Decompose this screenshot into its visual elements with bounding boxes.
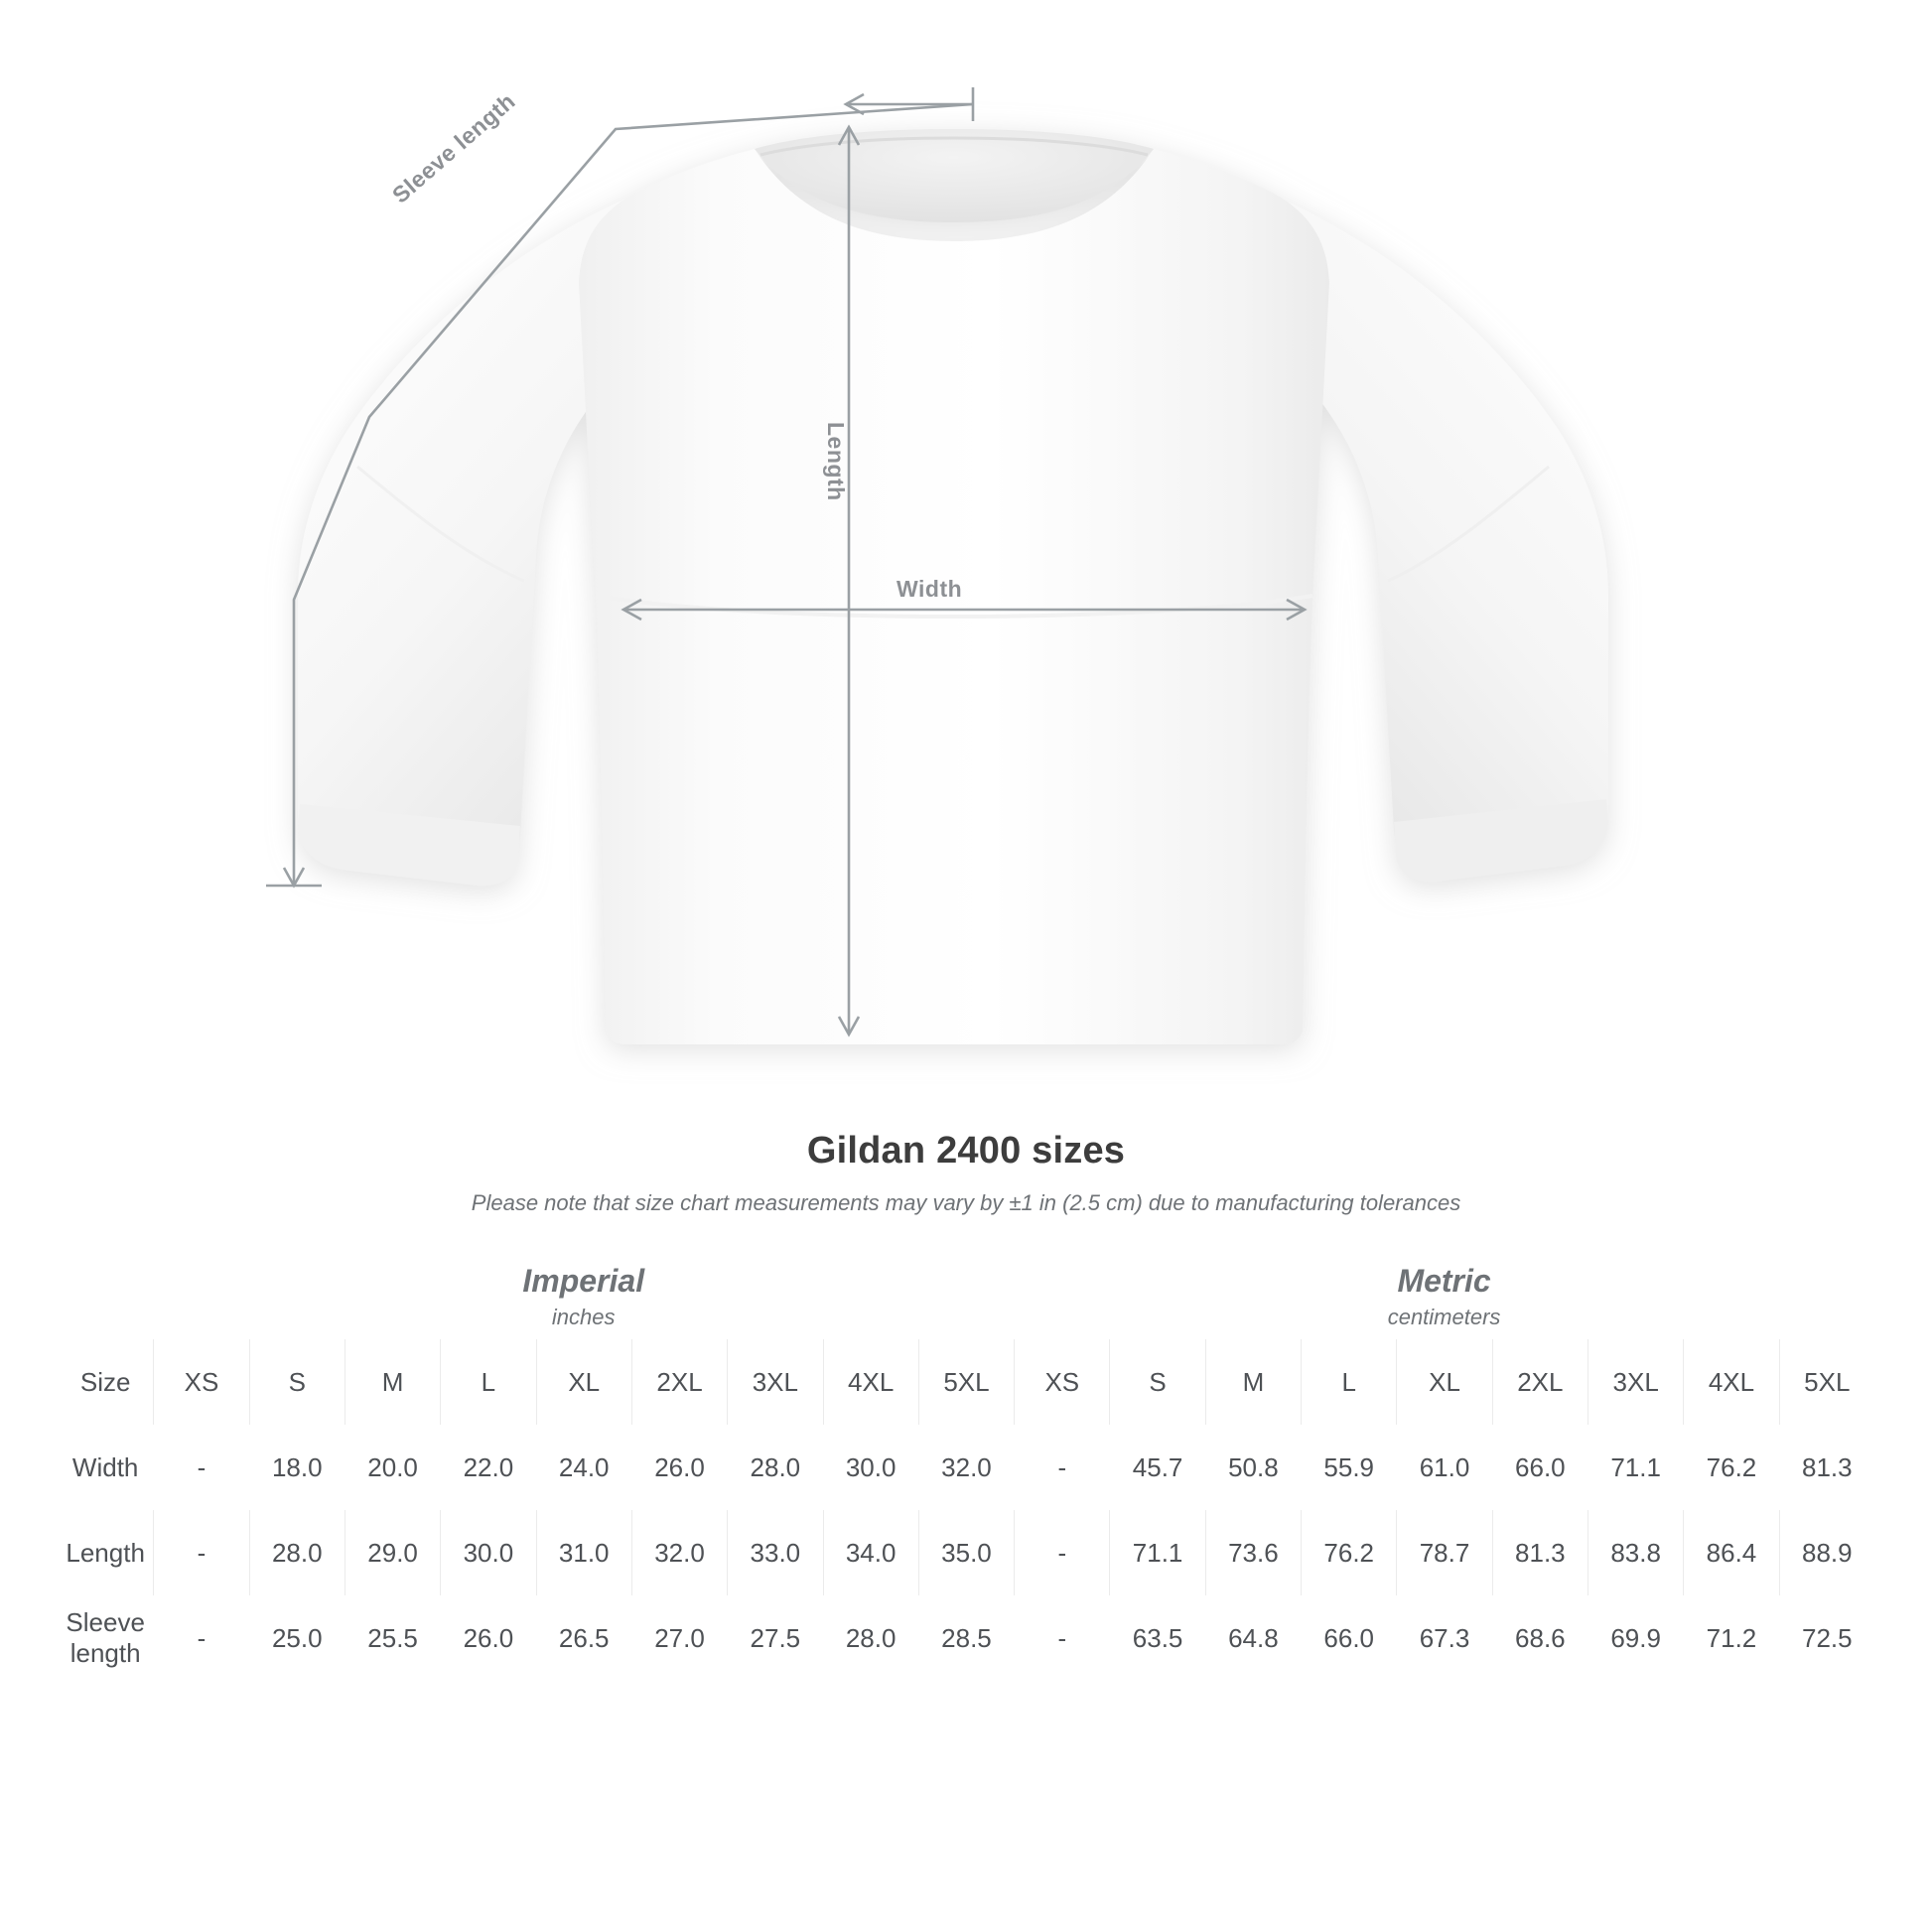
size-col-imperial-l: L: [440, 1339, 535, 1425]
sleeve-imperial-xs: -: [153, 1595, 248, 1681]
size-col-metric-5xl: 5XL: [1779, 1339, 1874, 1425]
size-chart-table: [58, 1254, 1874, 1681]
width-imperial-xs: -: [153, 1425, 248, 1510]
size-col-imperial-5xl: 5XL: [918, 1339, 1014, 1425]
length-metric-m: 73.6: [1205, 1510, 1301, 1595]
length-imperial-5xl: 35.0: [918, 1510, 1014, 1595]
sleeve-length-dimension-label: Sleeve length: [387, 87, 520, 208]
width-imperial-l: 22.0: [440, 1425, 535, 1510]
sleeve-metric-3xl: 69.9: [1587, 1595, 1683, 1681]
metric-unit: centimeters: [1387, 1304, 1501, 1329]
sleeve-imperial-l: 26.0: [440, 1595, 535, 1681]
length-metric-3xl: 83.8: [1587, 1510, 1683, 1595]
length-imperial-l: 30.0: [440, 1510, 535, 1595]
size-col-imperial-s: S: [249, 1339, 345, 1425]
width-metric-2xl: 66.0: [1492, 1425, 1587, 1510]
length-dimension-label: Length: [823, 422, 849, 501]
width-imperial-4xl: 30.0: [823, 1425, 918, 1510]
size-col-metric-xl: XL: [1396, 1339, 1491, 1425]
width-metric-l: 55.9: [1301, 1425, 1396, 1510]
imperial-label: Imperial: [522, 1262, 645, 1299]
width-imperial-s: 18.0: [249, 1425, 345, 1510]
size-col-imperial-3xl: 3XL: [727, 1339, 822, 1425]
sleeve-imperial-xl: 26.5: [536, 1595, 631, 1681]
size-col-metric-s: S: [1109, 1339, 1204, 1425]
size-col-imperial-xs: XS: [153, 1339, 248, 1425]
size-header-row: [58, 1339, 1874, 1425]
size-col-metric-3xl: 3XL: [1587, 1339, 1683, 1425]
width-metric-xl: 61.0: [1396, 1425, 1491, 1510]
size-col-metric-4xl: 4XL: [1683, 1339, 1778, 1425]
unit-system-spacer: [58, 1254, 153, 1339]
imperial-unit: inches: [551, 1304, 616, 1329]
length-metric-xs: -: [1014, 1510, 1109, 1595]
length-metric-5xl: 88.9: [1779, 1510, 1874, 1595]
width-imperial-2xl: 26.0: [631, 1425, 727, 1510]
sleeve-metric-xl: 67.3: [1396, 1595, 1491, 1681]
length-metric-4xl: 86.4: [1683, 1510, 1778, 1595]
unit-system-metric: [1014, 1254, 1874, 1339]
sleeve-imperial-2xl: 27.0: [631, 1595, 727, 1681]
sleeve-metric-xs: -: [1014, 1595, 1109, 1681]
sleeve-metric-l: 66.0: [1301, 1595, 1396, 1681]
length-imperial-m: 29.0: [345, 1510, 440, 1595]
row-label-sleeve-length: Sleeve length: [58, 1595, 153, 1681]
length-imperial-s: 28.0: [249, 1510, 345, 1595]
sleeve-metric-s: 63.5: [1109, 1595, 1204, 1681]
row-label-length: Length: [58, 1510, 153, 1595]
table-row: [58, 1425, 1874, 1510]
size-table-wrapper: [58, 1254, 1874, 1681]
width-metric-s: 45.7: [1109, 1425, 1204, 1510]
length-imperial-xs: -: [153, 1510, 248, 1595]
length-imperial-3xl: 33.0: [727, 1510, 822, 1595]
width-metric-m: 50.8: [1205, 1425, 1301, 1510]
width-metric-xs: -: [1014, 1425, 1109, 1510]
size-col-imperial-2xl: 2XL: [631, 1339, 727, 1425]
sleeve-metric-2xl: 68.6: [1492, 1595, 1587, 1681]
size-col-metric-2xl: 2XL: [1492, 1339, 1587, 1425]
length-imperial-xl: 31.0: [536, 1510, 631, 1595]
width-metric-5xl: 81.3: [1779, 1425, 1874, 1510]
size-col-imperial-xl: XL: [536, 1339, 631, 1425]
sleeve-metric-4xl: 71.2: [1683, 1595, 1778, 1681]
title-block: [0, 1130, 1932, 1216]
table-row: [58, 1510, 1874, 1595]
width-imperial-m: 20.0: [345, 1425, 440, 1510]
sleeve-imperial-4xl: 28.0: [823, 1595, 918, 1681]
length-imperial-4xl: 34.0: [823, 1510, 918, 1595]
width-imperial-3xl: 28.0: [727, 1425, 822, 1510]
row-label-width: Width: [58, 1425, 153, 1510]
tolerance-note: Please note that size chart measurements may vary by ±1 in (2.5 cm) due to manufacturing tolerances: [471, 1190, 1461, 1215]
width-dimension-label: Width: [897, 576, 963, 602]
length-metric-l: 76.2: [1301, 1510, 1396, 1595]
sleeve-imperial-5xl: 28.5: [918, 1595, 1014, 1681]
width-metric-4xl: 76.2: [1683, 1425, 1778, 1510]
metric-label: Metric: [1397, 1262, 1491, 1299]
size-col-metric-m: M: [1205, 1339, 1301, 1425]
sleeve-metric-m: 64.8: [1205, 1595, 1301, 1681]
table-row: [58, 1595, 1874, 1681]
sleeve-imperial-m: 25.5: [345, 1595, 440, 1681]
sleeve-metric-5xl: 72.5: [1779, 1595, 1874, 1681]
width-imperial-5xl: 32.0: [918, 1425, 1014, 1510]
unit-system-header-row: [58, 1254, 1874, 1339]
width-metric-3xl: 71.1: [1587, 1425, 1683, 1510]
width-imperial-xl: 24.0: [536, 1425, 631, 1510]
size-col-metric-xs: XS: [1014, 1339, 1109, 1425]
unit-system-imperial: [153, 1254, 1014, 1339]
length-metric-2xl: 81.3: [1492, 1510, 1587, 1595]
page-title: Gildan 2400 sizes: [806, 1130, 1126, 1172]
length-metric-s: 71.1: [1109, 1510, 1204, 1595]
length-imperial-2xl: 32.0: [631, 1510, 727, 1595]
size-header-cell: Size: [58, 1339, 153, 1425]
length-metric-xl: 78.7: [1396, 1510, 1491, 1595]
sleeve-imperial-3xl: 27.5: [727, 1595, 822, 1681]
size-col-metric-l: L: [1301, 1339, 1396, 1425]
size-col-imperial-4xl: 4XL: [823, 1339, 918, 1425]
sleeve-imperial-s: 25.0: [249, 1595, 345, 1681]
size-col-imperial-m: M: [345, 1339, 440, 1425]
